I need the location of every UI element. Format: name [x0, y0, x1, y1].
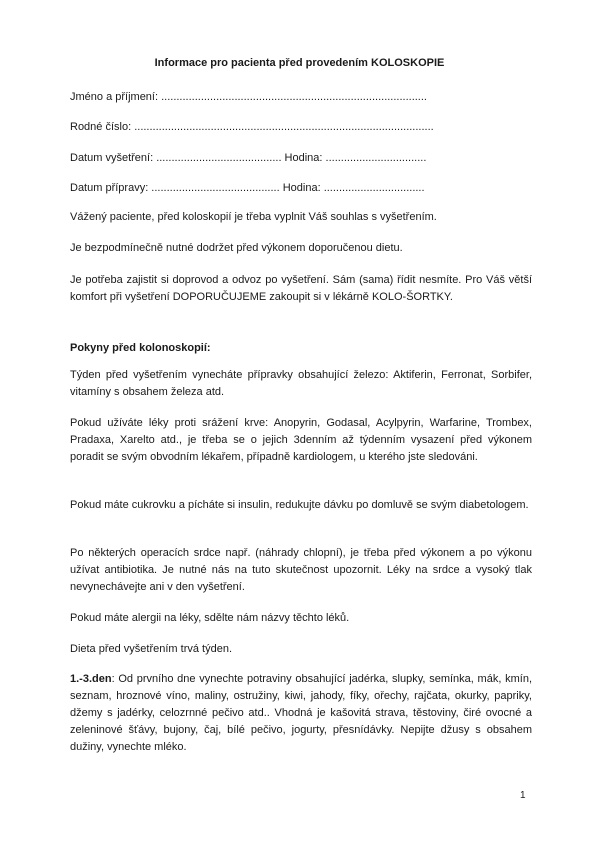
- exam-date-field: Datum vyšetření: ......................................... Hodina: .................................: [70, 152, 427, 164]
- instruction-diet-duration: Dieta před vyšetřením trvá týden.: [70, 643, 233, 655]
- page-number: 1: [520, 790, 526, 801]
- prep-date-field: Datum přípravy: .......................................... Hodina: .................................: [70, 182, 425, 194]
- instruction-iron: Týden před vyšetřením vynecháte přípravky obsahující železo: Aktiferin, Ferronat, Sorbifer, vitamíny s obsahem železa atd.: [70, 369, 532, 398]
- document-title: Informace pro pacienta před provedením KOLOSKOPIE: [154, 57, 445, 69]
- intro-paragraph-consent: Vážený paciente, před koloskopií je třeba vyplnit Váš souhlas s vyšetřením.: [70, 211, 437, 223]
- diet-days-text: : Od prvního dne vynechte potraviny obsahující jadérka, slupky, semínka, mák, kmín, seznam, hroznové víno, maliny, ostružiny, kiwi, jahody, fíky, ořechy, rajčata, okurky, papriky, džemy s jadérky, celozrnné pečivo atd.. Vhodná je kašovitá strava, těstoviny, čiré ovocné a zeleninové šťávy, bujony, čaj, bílé pečivo, jogurty, přesnídávky. Nepijte džusy s obsahem dužiny, vynechte mléko.: [70, 673, 532, 753]
- instruction-allergy: Pokud máte alergii na léky, sdělte nám názvy těchto léků.: [70, 612, 350, 624]
- instruction-anticoagulants: Pokud užíváte léky proti srážení krve: Anopyrin, Godasal, Acylpyrin, Warfarine, Trombex, Pradaxa, Xarelto atd., je třeba se o jejich 3denním až týdenním vysazení před výkonem poradit se svým obvodním lékařem, případně kardiologem, u kterého jste sledováni.: [70, 417, 532, 463]
- intro-paragraph-diet: Je bezpodmínečně nutné dodržet před výkonem doporučenou dietu.: [70, 242, 403, 254]
- instruction-diabetes: Pokud máte cukrovku a pícháte si insulin, redukujte dávku po domluvě se svým diabetologem.: [70, 499, 529, 511]
- intro-paragraph-escort: Je potřeba zajistit si doprovod a odvoz po vyšetření. Sám (sama) řídit nesmíte. Pro Váš větší komfort při vyšetření DOPORUČUJEME zakoupit si v lékárně KOLO-ŠORTKY.: [70, 274, 532, 303]
- instructions-heading: Pokyny před kolonoskopií:: [70, 342, 211, 354]
- birth-number-field: Rodné číslo: ..................................................................................................: [70, 121, 434, 133]
- name-field: Jméno a příjmení: .......................................................................................: [70, 91, 427, 103]
- diet-days-1-3: [70, 671, 532, 756]
- diet-days-label: 1.-3.den: [70, 673, 112, 685]
- instruction-heart-surgery: Po některých operacích srdce např. (náhrady chlopní), je třeba před výkonem a po výkonu užívat antibiotika. Je nutné nás na tuto skutečnost upozornit. Léky na srdce a vysoký tlak nevynechávejte ani v den vyšetření.: [70, 547, 532, 593]
